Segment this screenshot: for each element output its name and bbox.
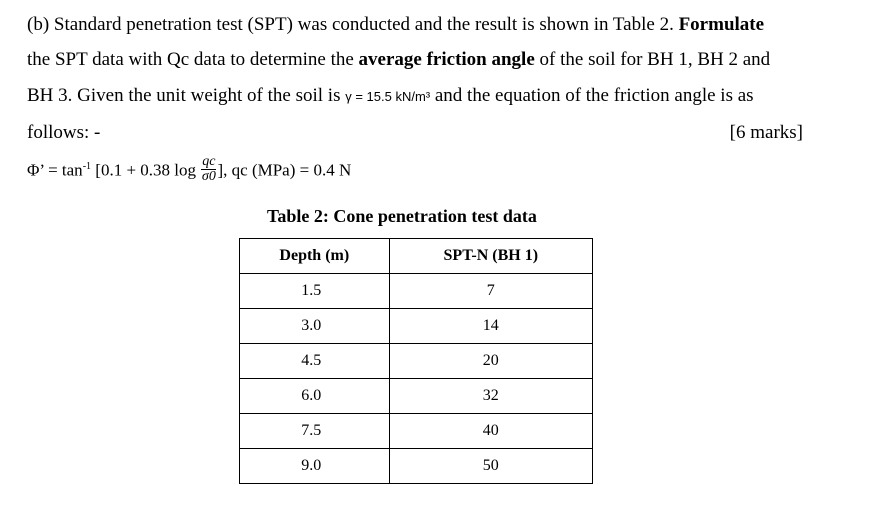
equation-rhs: ], qc (MPa) = 0.4 N: [217, 160, 352, 180]
depth-cell: 4.5: [240, 344, 390, 379]
fraction-denominator: σ0: [201, 169, 216, 185]
equation-superscript: -1: [82, 161, 92, 172]
fraction-numerator: qc: [202, 154, 216, 170]
marks-label: [6 marks]: [729, 122, 803, 143]
question-text: the SPT data with Qc data to determine the: [27, 49, 359, 70]
spt-n-cell: 40: [389, 414, 592, 449]
column-header-spt-n: SPT-N (BH 1): [389, 239, 592, 274]
question-text: and the equation of the friction angle is as: [430, 85, 754, 106]
equation-lhs: Φ’ = tan: [27, 160, 83, 180]
table-row: [240, 414, 593, 449]
table-header-row: [240, 239, 593, 274]
friction-angle-equation: [27, 156, 351, 186]
spt-n-cell: 50: [389, 449, 592, 484]
spt-data-table: [239, 238, 593, 484]
question-line-1: [27, 14, 764, 36]
question-emphasis: Formulate: [678, 14, 765, 35]
question-line-3: [27, 85, 754, 108]
table-row: [240, 274, 593, 309]
table-row: [240, 379, 593, 414]
spt-n-cell: 20: [389, 344, 592, 379]
question-line-2: [27, 49, 770, 71]
question-text: BH 3. Given the unit weight of the soil is: [27, 85, 346, 106]
spt-n-cell: 32: [389, 379, 592, 414]
spt-n-cell: 7: [389, 274, 592, 309]
depth-cell: 3.0: [240, 309, 390, 344]
table-row: [240, 449, 593, 484]
question-text: (b) Standard penetration test (SPT) was conducted and the result is shown in Table 2.: [27, 14, 679, 35]
question-line-4: follows: -: [27, 122, 101, 143]
depth-cell: 1.5: [240, 274, 390, 309]
question-emphasis: average friction angle: [358, 49, 535, 70]
table-row: [240, 309, 593, 344]
unit-weight-value: γ = 15.5 kN/m³: [345, 89, 431, 104]
table-row: [240, 344, 593, 379]
depth-cell: 6.0: [240, 379, 390, 414]
equation-middle: [0.1 + 0.38 log: [91, 160, 201, 180]
spt-n-cell: 14: [389, 309, 592, 344]
equation-fraction: [201, 155, 216, 184]
depth-cell: 9.0: [240, 449, 390, 484]
table-title: Table 2: Cone penetration test data: [267, 206, 537, 226]
depth-cell: 7.5: [240, 414, 390, 449]
question-text: of the soil for BH 1, BH 2 and: [534, 49, 771, 70]
column-header-depth: Depth (m): [240, 239, 390, 274]
